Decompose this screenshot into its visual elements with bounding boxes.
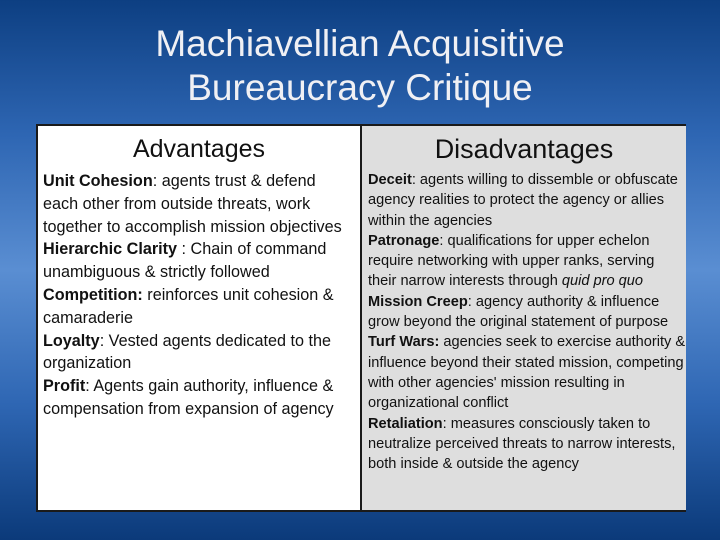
disadvantage-item bbox=[368, 414, 686, 475]
disadvantage-text: agencies seek to exercise authority & influence beyond their stated mission, competing with other agencies' mission resulting in organizational conflict bbox=[368, 334, 686, 412]
advantage-text: : Vested agents dedicated to the organization bbox=[43, 331, 331, 373]
disadvantages-list bbox=[368, 170, 686, 474]
advantage-text: : agents trust & defend each other from outside threats, work together to accomplish mission objectives bbox=[43, 172, 342, 236]
advantage-item bbox=[43, 375, 355, 421]
disadvantage-term: Mission Creep bbox=[368, 293, 468, 310]
slide-title bbox=[0, 22, 720, 110]
advantage-text: : Chain of command unambiguous & strictly followed bbox=[43, 240, 327, 282]
disadvantage-item bbox=[368, 231, 686, 292]
disadvantage-italic: quid pro quo bbox=[561, 273, 644, 290]
advantage-text: : Agents gain authority, influence & compensation from expansion of agency bbox=[43, 377, 334, 418]
advantage-item bbox=[43, 330, 355, 376]
advantage-term: Hierarchic Clarity bbox=[43, 240, 178, 259]
disadvantage-term: Patronage bbox=[368, 232, 440, 249]
slide-title-line-2: Bureaucracy Critique bbox=[187, 67, 533, 108]
advantage-term: Profit bbox=[43, 377, 86, 396]
disadvantages-column bbox=[360, 126, 686, 510]
slide-title-line-1: Machiavellian Acquisitive bbox=[155, 23, 565, 64]
advantage-item bbox=[43, 170, 355, 238]
disadvantage-item bbox=[368, 170, 686, 231]
advantage-term: Loyalty bbox=[43, 331, 100, 350]
advantage-term: Unit Cohesion bbox=[43, 172, 153, 190]
disadvantage-term: Retaliation bbox=[368, 415, 443, 432]
advantage-item bbox=[43, 238, 355, 284]
disadvantage-text: : qualifications for upper echelon require networking with upper ranks, serving their narrow interests through bbox=[368, 232, 655, 290]
advantage-term: Competition: bbox=[43, 285, 143, 304]
disadvantages-heading: Disadvantages bbox=[434, 134, 614, 164]
disadvantage-item bbox=[368, 332, 686, 413]
comparison-table bbox=[36, 124, 686, 512]
advantages-list bbox=[43, 170, 355, 421]
advantage-text: reinforces unit cohesion & camaraderie bbox=[43, 285, 334, 327]
disadvantage-term: Deceit bbox=[368, 172, 412, 188]
disadvantage-term: Turf Wars: bbox=[368, 334, 440, 351]
disadvantage-text: : agents willing to dissemble or obfuscate agency realities to protect the agency or allies within the agencies bbox=[368, 172, 678, 229]
disadvantage-text: : measures consciously taken to neutralize perceived threats to narrow interests, both inside & outside the agency bbox=[368, 415, 676, 473]
advantage-item bbox=[43, 284, 355, 330]
disadvantage-item bbox=[368, 292, 686, 333]
disadvantage-text: : agency authority & influence grow beyond the original statement of purpose bbox=[368, 293, 669, 331]
advantages-heading: Advantages bbox=[132, 135, 266, 163]
